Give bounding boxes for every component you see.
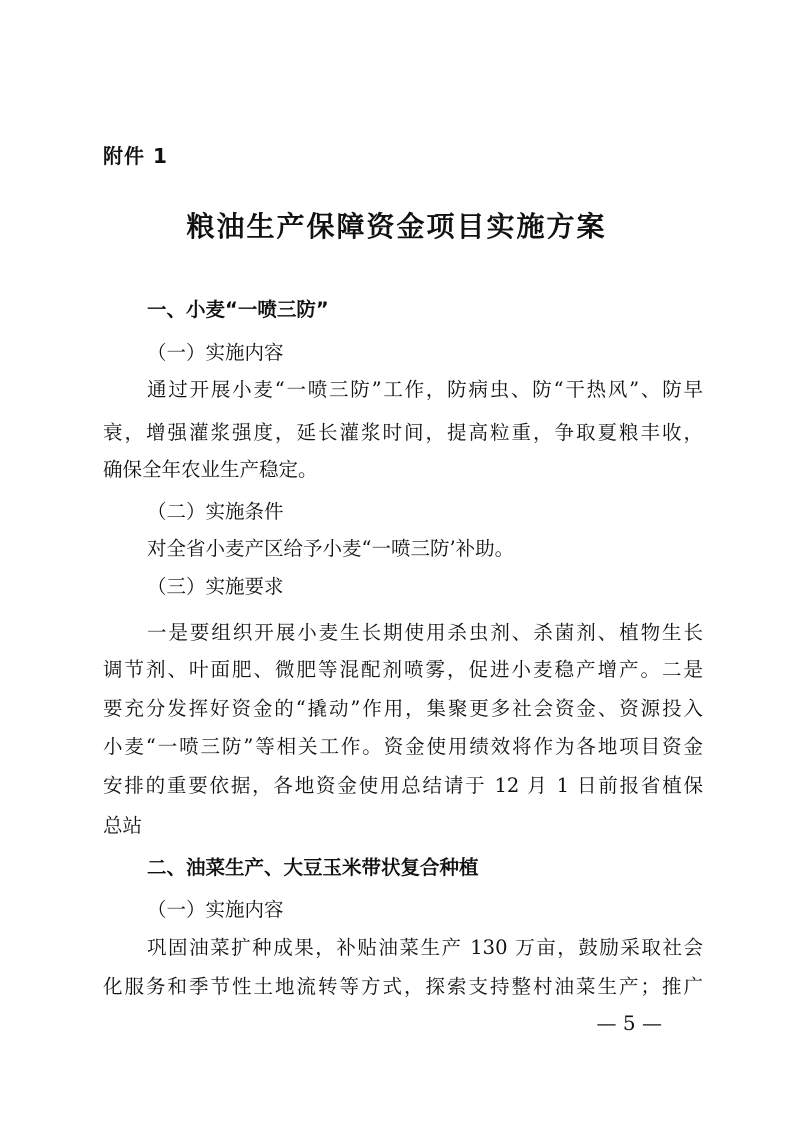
subheading-content: （一）实施内容 (147, 898, 284, 921)
subheading-requirements: （三）实施要求 (147, 575, 284, 598)
paragraph-line: 衰，增强灌浆强度，延长灌浆时间，提高粒重，争取夏粮丰收， (103, 421, 703, 444)
paragraph-line: 化服务和季节性土地流转等方式，探索支持整村油菜生产；推广 (103, 975, 703, 998)
paragraph-line: 对全省小麦产区给予小麦“一喷三防’补助。 (147, 537, 515, 560)
document-title: 粮油生产保障资金项目实施方案 (186, 210, 607, 243)
subheading-content: （一）实施内容 (147, 341, 284, 364)
page-number: — 5 — (596, 1011, 662, 1035)
paragraph-line: 通过开展小麦“一喷三防”工作，防病虫、防“干热风”、防早 (147, 378, 703, 401)
paragraph-line: 确保全年农业生产稳定。 (103, 458, 318, 481)
paragraph-line: 调节剂、叶面肥、微肥等混配剂喷雾，促进小麦稳产增产。二是 (103, 658, 703, 681)
paragraph-line: 要充分发挥好资金的“撬动”作用，集聚更多社会资金、资源投入 (103, 697, 703, 720)
subheading-conditions: （二）实施条件 (147, 500, 284, 523)
paragraph-line: 安排的重要依据，各地资金使用总结请于 12 月 1 日前报省植保 (103, 774, 703, 797)
section-heading-rapeseed: 二、油菜生产、大豆玉米带状复合种植 (147, 856, 479, 879)
attachment-label: 附件 1 (103, 144, 168, 168)
paragraph-line: 巩固油菜扩种成果，补贴油菜生产 130 万亩，鼓励采取社会 (147, 936, 703, 959)
paragraph-line: 一是要组织开展小麦生长期使用杀虫剂、杀菌剂、植物生长 (147, 621, 703, 644)
paragraph-line: 总站 (103, 814, 143, 837)
paragraph-line: 小麦“一喷三防”等相关工作。资金使用绩效将作为各地项目资金 (103, 735, 703, 758)
section-heading-wheat: 一、小麦“一喷三防” (147, 298, 329, 321)
